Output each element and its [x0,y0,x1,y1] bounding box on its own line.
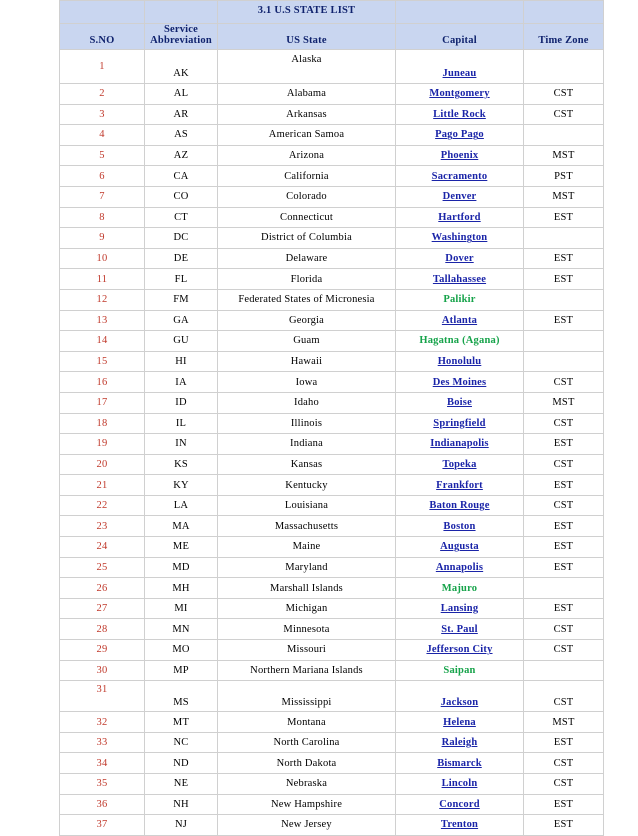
row-timezone: EST [524,815,604,836]
row-state: Arizona [218,145,396,166]
capital-link[interactable]: Helena [443,716,476,728]
capital-link[interactable]: Hartford [438,211,481,223]
table-row [60,392,604,413]
capital-link[interactable]: Sacramento [431,170,488,182]
row-capital-cell [396,228,524,249]
row-state: Colorado [218,186,396,207]
row-capital-cell [396,84,524,105]
row-state: Kansas [218,454,396,475]
capital-link[interactable]: Indianapolis [430,438,489,450]
row-timezone: EST [524,732,604,753]
table-row [60,50,604,84]
table-row [60,794,604,815]
table-row [60,557,604,578]
row-capital-cell [396,794,524,815]
table-row [60,207,604,228]
row-state: Florida [218,269,396,290]
row-timezone [524,331,604,352]
row-abbreviation: MA [145,516,218,537]
capital-link[interactable]: Augusta [440,541,479,553]
row-capital-cell [396,392,524,413]
row-capital-cell [396,454,524,475]
row-state: Mississippi [218,681,396,712]
capital-link[interactable]: Atlanta [441,314,478,326]
row-sno: 24 [60,537,145,558]
row-capital-cell [396,774,524,795]
row-capital-cell [396,537,524,558]
row-state: Northern Mariana Islands [218,660,396,681]
row-state: Iowa [218,372,396,393]
row-sno: 27 [60,598,145,619]
row-sno: 17 [60,392,145,413]
row-abbreviation: MT [145,712,218,733]
row-sno: 3 [60,104,145,125]
row-abbreviation: HI [145,351,218,372]
row-sno: 2 [60,84,145,105]
row-sno: 34 [60,753,145,774]
row-capital-cell [396,289,524,310]
row-timezone: CST [524,619,604,640]
table-row [60,289,604,310]
row-abbreviation: FL [145,269,218,290]
row-sno: 18 [60,413,145,434]
row-timezone: CST [524,84,604,105]
row-timezone: EST [524,557,604,578]
row-sno: 35 [60,774,145,795]
table-row [60,228,604,249]
table-title: 3.1 U.S STATE LIST [218,1,396,24]
row-capital-cell [396,434,524,455]
row-capital-cell [396,578,524,599]
row-state: Nebraska [218,774,396,795]
row-sno: 11 [60,269,145,290]
row-capital-cell [396,125,524,146]
header-abbr-line2: Abbreviation [150,35,212,46]
row-timezone: EST [524,516,604,537]
row-state: Guam [218,331,396,352]
row-timezone: PST [524,166,604,187]
header-state: US State [218,24,396,50]
capital-link[interactable]: Topeka [442,458,477,470]
row-capital-cell [396,815,524,836]
capital-link[interactable]: Boston [443,520,476,532]
row-sno: 9 [60,228,145,249]
row-sno: 20 [60,454,145,475]
row-timezone: CST [524,753,604,774]
row-sno: 12 [60,289,145,310]
table-row [60,598,604,619]
capital-link[interactable]: Boise [447,397,472,409]
row-timezone: CST [524,454,604,475]
row-sno: 26 [60,578,145,599]
table-row [60,774,604,795]
table-row [60,372,604,393]
row-abbreviation: MO [145,640,218,661]
row-sno: 25 [60,557,145,578]
capital-link[interactable]: Concord [439,798,480,810]
capital-link[interactable]: Annapolis [435,561,484,573]
table-row [60,712,604,733]
table-row [60,681,604,712]
table-row [60,660,604,681]
row-state: Massachusetts [218,516,396,537]
row-timezone [524,660,604,681]
row-timezone [524,289,604,310]
row-abbreviation: IL [145,413,218,434]
capital-link[interactable]: Denver [442,191,477,203]
row-timezone: EST [524,310,604,331]
table-row [60,104,604,125]
capital-link[interactable]: Saipan [443,664,476,676]
table-row [60,310,604,331]
row-abbreviation: LA [145,495,218,516]
row-sno: 23 [60,516,145,537]
capital-link[interactable]: Des Moines [432,376,487,388]
row-state: Maryland [218,557,396,578]
row-state: District of Columbia [218,228,396,249]
row-state: Federated States of Micronesia [218,289,396,310]
row-timezone: EST [524,434,604,455]
capital-link[interactable]: St. Paul [441,623,478,635]
row-timezone [524,50,604,84]
row-timezone [524,125,604,146]
row-abbreviation: AR [145,104,218,125]
row-sno: 14 [60,331,145,352]
capital-link[interactable]: Palikir [443,294,476,306]
row-timezone: MST [524,392,604,413]
header-timezone: Time Zone [524,24,604,50]
capital-link[interactable]: Hagatna (Agana) [419,335,500,347]
row-capital-cell [396,310,524,331]
row-sno: 1 [60,50,145,84]
row-sno: 16 [60,372,145,393]
table-row [60,248,604,269]
row-state: Alabama [218,84,396,105]
header-sno: S.NO [60,24,145,50]
row-abbreviation: AL [145,84,218,105]
table-row [60,732,604,753]
row-abbreviation: IA [145,372,218,393]
capital-link[interactable]: Tallahassee [432,273,487,285]
row-state: North Carolina [218,732,396,753]
capital-link[interactable]: Bismarck [437,757,482,769]
row-sno: 32 [60,712,145,733]
row-abbreviation: NH [145,794,218,815]
table-row [60,753,604,774]
row-state: Idaho [218,392,396,413]
row-capital-cell [396,331,524,352]
row-sno: 7 [60,186,145,207]
capital-link[interactable]: Lincoln [441,778,478,790]
row-timezone: MST [524,186,604,207]
capital-link[interactable]: Phoenix [440,150,479,162]
row-capital-cell [396,660,524,681]
row-timezone: CST [524,495,604,516]
row-sno: 37 [60,815,145,836]
row-state: Connecticut [218,207,396,228]
row-capital-cell [396,207,524,228]
table-row [60,537,604,558]
row-state: Delaware [218,248,396,269]
row-state: Michigan [218,598,396,619]
header-blank [396,1,524,24]
row-timezone: EST [524,269,604,290]
capital-link[interactable]: Trenton [440,819,479,831]
row-state: North Dakota [218,753,396,774]
table-body [60,50,604,836]
capital-link[interactable]: Montgomery [429,88,490,100]
capital-link[interactable]: Majuro [441,582,478,594]
capital-link[interactable]: Lansing [440,603,479,615]
row-sno: 33 [60,732,145,753]
table-row [60,495,604,516]
row-capital-cell [396,681,524,712]
row-capital-cell [396,712,524,733]
header-blank [524,1,604,24]
row-state: Hawaii [218,351,396,372]
row-state: Kentucky [218,475,396,496]
row-sno: 6 [60,166,145,187]
row-abbreviation: CA [145,166,218,187]
row-state: New Hampshire [218,794,396,815]
row-sno: 5 [60,145,145,166]
row-sno: 13 [60,310,145,331]
table-row [60,475,604,496]
table-row [60,434,604,455]
capital-link[interactable]: Dover [445,253,474,265]
row-state: American Samoa [218,125,396,146]
table-row [60,84,604,105]
row-capital-cell [396,475,524,496]
row-capital-cell [396,351,524,372]
row-state: California [218,166,396,187]
row-abbreviation: ME [145,537,218,558]
table-row [60,413,604,434]
row-timezone: CST [524,104,604,125]
table-row [60,186,604,207]
row-sno: 10 [60,248,145,269]
capital-link[interactable]: Springfield [433,417,486,429]
row-sno: 31 [60,681,145,712]
row-abbreviation: DC [145,228,218,249]
row-timezone: EST [524,475,604,496]
row-capital-cell [396,269,524,290]
row-abbreviation: MN [145,619,218,640]
row-timezone: CST [524,372,604,393]
row-sno: 22 [60,495,145,516]
table-row [60,619,604,640]
table-row [60,578,604,599]
table-row [60,125,604,146]
row-timezone: MST [524,145,604,166]
row-capital-cell [396,640,524,661]
header-abbreviation [145,24,218,50]
row-state: Georgia [218,310,396,331]
capital-link[interactable]: Jefferson City [426,644,493,656]
table-row [60,269,604,290]
row-capital-cell [396,732,524,753]
row-abbreviation: MP [145,660,218,681]
row-abbreviation: FM [145,289,218,310]
row-capital-cell [396,495,524,516]
row-abbreviation: IN [145,434,218,455]
row-capital-cell [396,413,524,434]
row-abbreviation: NE [145,774,218,795]
row-abbreviation: MI [145,598,218,619]
row-capital-cell [396,598,524,619]
table-row [60,640,604,661]
row-timezone [524,228,604,249]
header-capital: Capital [396,24,524,50]
row-abbreviation: AZ [145,145,218,166]
row-timezone: EST [524,248,604,269]
row-sno: 21 [60,475,145,496]
row-abbreviation: ND [145,753,218,774]
row-timezone [524,351,604,372]
row-timezone: EST [524,598,604,619]
capital-link[interactable]: Frankfort [436,479,483,491]
table-row [60,815,604,836]
row-state: New Jersey [218,815,396,836]
table-row [60,516,604,537]
row-capital-cell [396,104,524,125]
row-state: Alaska [218,50,396,84]
capital-link[interactable]: Little Rock [433,108,486,120]
capital-link[interactable]: Baton Rouge [429,500,490,512]
state-list-table [59,0,604,836]
row-abbreviation: KY [145,475,218,496]
row-timezone: CST [524,774,604,795]
row-capital-cell [396,248,524,269]
row-capital-cell [396,516,524,537]
row-sno: 28 [60,619,145,640]
capital-link[interactable]: Jackson [440,697,479,709]
row-capital-cell [396,557,524,578]
row-capital-cell [396,166,524,187]
table-row [60,331,604,352]
row-sno: 8 [60,207,145,228]
row-capital-cell [396,372,524,393]
table-row [60,351,604,372]
table-row [60,145,604,166]
row-abbreviation: DE [145,248,218,269]
row-sno: 15 [60,351,145,372]
row-sno: 4 [60,125,145,146]
table-row [60,454,604,475]
row-abbreviation: GU [145,331,218,352]
row-sno: 19 [60,434,145,455]
row-abbreviation: NJ [145,815,218,836]
capital-link[interactable]: Raleigh [441,737,478,749]
row-capital-cell [396,619,524,640]
row-sno: 29 [60,640,145,661]
row-timezone: CST [524,681,604,712]
row-state: Indiana [218,434,396,455]
row-timezone: CST [524,413,604,434]
capital-link[interactable]: Honolulu [437,356,482,368]
row-abbreviation: MS [145,681,218,712]
row-state: Minnesota [218,619,396,640]
row-timezone [524,578,604,599]
table-row [60,166,604,187]
row-capital-cell [396,50,524,84]
row-abbreviation: AS [145,125,218,146]
row-abbreviation: NC [145,732,218,753]
capital-link[interactable]: Juneau [442,68,477,79]
header-blank [145,1,218,24]
row-abbreviation: CO [145,186,218,207]
row-abbreviation: MH [145,578,218,599]
row-timezone: MST [524,712,604,733]
row-timezone: EST [524,537,604,558]
row-timezone: EST [524,794,604,815]
row-capital-cell [396,186,524,207]
header-abbr-line1: Service [163,24,199,35]
row-abbreviation: AK [145,50,218,84]
row-abbreviation: ID [145,392,218,413]
row-abbreviation: KS [145,454,218,475]
row-abbreviation: CT [145,207,218,228]
row-state: Marshall Islands [218,578,396,599]
row-state: Illinois [218,413,396,434]
row-state: Montana [218,712,396,733]
row-abbreviation: GA [145,310,218,331]
capital-link[interactable]: Pago Pago [435,129,484,141]
row-sno: 36 [60,794,145,815]
row-timezone: EST [524,207,604,228]
row-state: Maine [218,537,396,558]
row-abbreviation: MD [145,557,218,578]
row-sno: 30 [60,660,145,681]
row-capital-cell [396,753,524,774]
row-capital-cell [396,145,524,166]
row-state: Arkansas [218,104,396,125]
row-timezone: CST [524,640,604,661]
capital-link[interactable]: Washington [431,232,488,244]
row-state: Missouri [218,640,396,661]
row-state: Louisiana [218,495,396,516]
header-blank [60,1,145,24]
